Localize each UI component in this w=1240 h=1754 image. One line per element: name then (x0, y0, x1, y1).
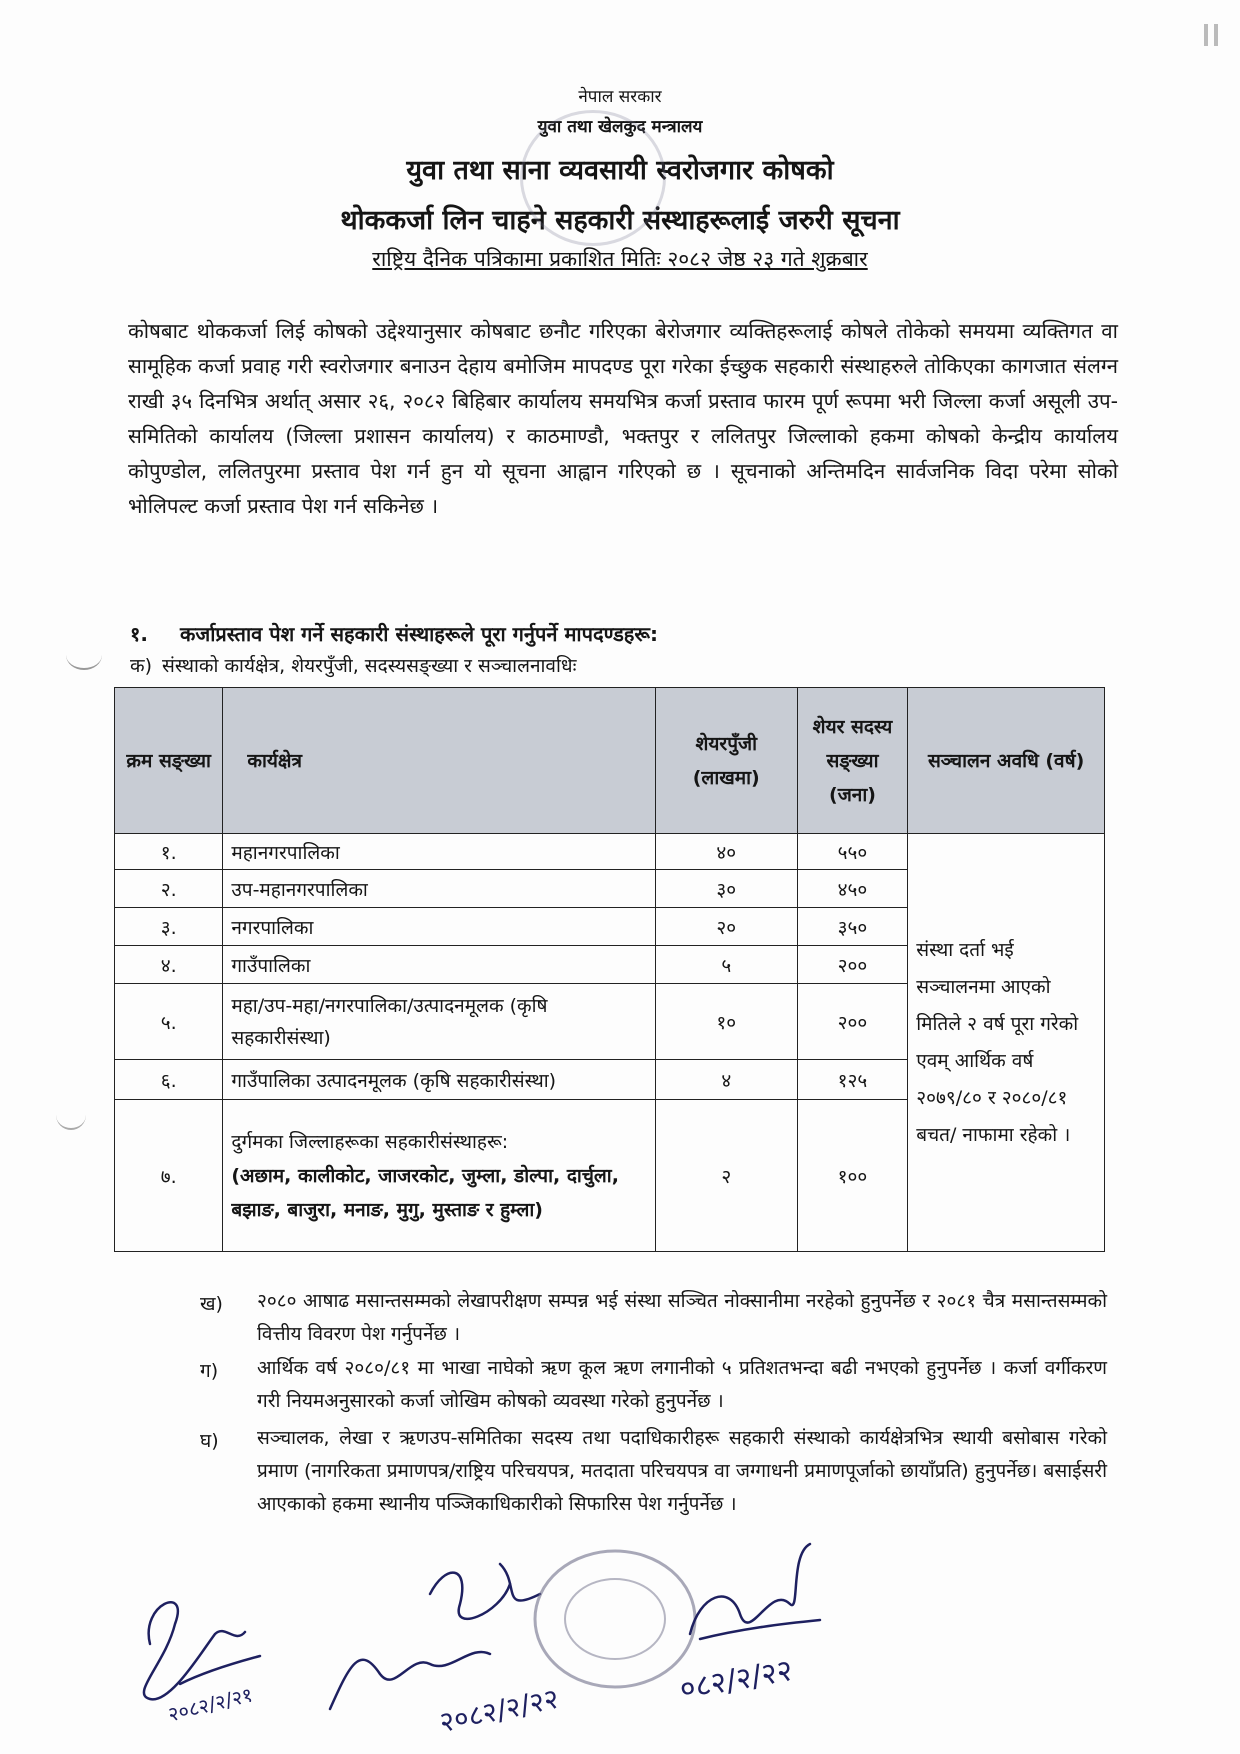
row-serial: १. (115, 834, 223, 870)
row-share-capital: १० (655, 984, 797, 1060)
section-title: कर्जाप्रस्ताव पेश गर्ने सहकारी संस्थाहरूले पूरा गर्नुपर्ने मापदण्डहरू: (180, 622, 658, 646)
row-serial: ७. (115, 1100, 223, 1252)
row-member-count: ३५० (797, 908, 907, 946)
notice-title-line1: युवा तथा साना व्यवसायी स्वरोजगार कोषको (406, 155, 834, 186)
row-member-count: १२५ (797, 1060, 907, 1100)
row-member-count: २०० (797, 984, 907, 1060)
header-share-capital: शेयरपुँजी (लाखमा) (655, 688, 797, 834)
row-work-area: गाउँपालिका (223, 946, 655, 984)
header-work-area: कार्यक्षेत्र (223, 688, 655, 834)
row-share-capital: २ (655, 1100, 797, 1252)
official-stamp (535, 1551, 695, 1687)
government-label: नेपाल सरकार (578, 87, 662, 107)
row-member-count: ५५० (797, 834, 907, 870)
row-share-capital: ३० (655, 870, 797, 908)
row-serial: ५. (115, 984, 223, 1060)
row-work-area: महा/उप-महा/नगरपालिका/उत्पादनमूलक (कृषि सहकारीसंस्था) (223, 984, 655, 1060)
signature-3-date: ०८२/२/२२ (677, 1652, 796, 1708)
hole-punch-mark (56, 1100, 86, 1130)
row-work-area: गाउँपालिका उत्पादनमूलक (कृषि सहकारीसंस्था) (223, 1060, 655, 1100)
intro-paragraph: कोषबाट थोककर्जा लिई कोषको उद्देश्यानुसार कोषबाट छनौट गरिएका बेरोजगार व्यक्तिहरूलाई कोषले तोकेको समयमा व्यक्तिगत वा सामूहिक कर्जा प्रवाह गरी स्वरोजगार बनाउन देहाय बमोजिम मापदण्ड पूरा गरेका ईच्छुक सहकारी संस्थाहरुले तोकिएका कागजात संलग्न राखी ३५ दिनभित्र अर्थात् असार २६, २०८२ बिहिबार कार्यालय समयभित्र कर्जा प्रस्ताव फारम पूर्ण रूपमा भरी जिल्ला कर्जा असूली उप-समितिको कार्यालय (जिल्ला प्रशासन कार्यालय) र काठमाण्डौ, भक्तपुर र ललितपुर जिल्लाको हकमा कोषको केन्द्रीय कार्यालय कोपुण्डोल, ललितपुरमा प्रस्ताव पेश गर्न हुन यो सूचना आह्वान गरिएको छ । सूचनाको अन्तिमदिन सार्वजनिक विदा परेमा सोको भोलिपल्ट कर्जा प्रस्ताव पेश गर्न सकिनेछ । (128, 319, 1118, 518)
signature-3 (690, 1544, 820, 1639)
row-member-count: १०० (797, 1100, 907, 1252)
clause-text-kha: २०८० आषाढ मसान्तसम्मको लेखापरीक्षण सम्पन्न भई संस्था सञ्चित नोक्सानीमा नरहेको हुनुपर्नेछ र २०८१ चैत्र मसान्तसम्मको वित्तीय विवरण पेश गर्नुपर्नेछ । (257, 1290, 1107, 1345)
section-number: १. (130, 622, 148, 646)
operation-period-cell: संस्था दर्ता भई सञ्चालनमा आएको मितिले २ वर्ष पूरा गरेको एवम् आर्थिक वर्ष २०७९/८० र २०८०/८१ बचत/ नाफामा रहेको । (908, 834, 1105, 1252)
clause-text-gha: सञ्चालक, लेखा र ऋणउप-समितिका सदस्य तथा पदाधिकारीहरू सहकारी संस्थाको कार्यक्षेत्रभित्र स्थायी बसोबास गरेको प्रमाण (नागरिकता प्रमाणपत्र/राष्ट्रिय परिचयपत्र, मतदाता परिचयपत्र वा जग्गाधनी प्रमाणपूर्जाको छायाँप्रति) हुनुपर्नेछ। बसाईसरी आएकाको हकमा स्थानीय पञ्जिकाधिकारीको सिफारिस पेश गर्नुपर्नेछ । (257, 1427, 1107, 1515)
row-share-capital: ४० (655, 834, 797, 870)
row-share-capital: २० (655, 908, 797, 946)
table-header-row (115, 688, 1105, 834)
signature-block (0, 1524, 1240, 1754)
remote-districts-list: (अछाम, कालीकोट, जाजरकोट, जुम्ला, डोल्पा, दार्चुला, बझाङ, बाजुरा, मनाङ, मुगु, मुस्ताङ र हुम्ला) (231, 1164, 619, 1221)
header-serial-number: क्रम सङ्ख्या (115, 688, 223, 834)
clause-label-ga: ग) (200, 1360, 219, 1382)
row-serial: ४. (115, 946, 223, 984)
remote-districts-label: दुर्गमका जिल्लाहरूका सहकारीसंस्थाहरू: (231, 1130, 509, 1153)
row-member-count: ४५० (797, 870, 907, 908)
row-work-area: महानगरपालिका (223, 834, 655, 870)
row-work-area: उप-महानगरपालिका (223, 870, 655, 908)
signature-2-date: २०८२/२/२२ (436, 1681, 562, 1740)
row-work-area (223, 1100, 655, 1252)
subsection-label: क) (130, 655, 153, 677)
clause-label-gha: घ) (200, 1430, 219, 1452)
row-share-capital: ५ (655, 946, 797, 984)
subsection-title: संस्थाको कार्यक्षेत्र, शेयरपुँजी, सदस्यसङ्ख्या र सञ्चालनावधिः (162, 655, 577, 677)
scan-edge-mark (1214, 24, 1218, 46)
section-heading (130, 620, 658, 647)
row-serial: ३. (115, 908, 223, 946)
published-date-line: राष्ट्रिय दैनिक पत्रिकामा प्रकाशित मितिः २०८२ जेष्ठ २३ गते शुक्रबार (372, 247, 868, 271)
row-share-capital: ४ (655, 1060, 797, 1100)
signature-1-date: २०८२/२/२१ (165, 1682, 256, 1727)
ministry-label: युवा तथा खेलकुद मन्त्रालय (537, 117, 703, 137)
subsection-heading (130, 652, 576, 678)
row-work-area: नगरपालिका (223, 908, 655, 946)
row-serial: २. (115, 870, 223, 908)
row-serial: ६. (115, 1060, 223, 1100)
criteria-table (114, 687, 1105, 1252)
clause-label-kha: ख) (200, 1293, 223, 1315)
notice-title-line2: थोककर्जा लिन चाहने सहकारी संस्थाहरूलाई जरुरी सूचना (340, 205, 900, 236)
signature-2 (330, 1564, 540, 1709)
scan-edge-mark (1204, 24, 1208, 46)
clause-text-ga: आर्थिक वर्ष २०८०/८१ मा भाखा नाघेको ऋण कूल ऋण लगानीको ५ प्रतिशतभन्दा बढी नभएको हुनुपर्नेछ । कर्जा वर्गीकरण गरी नियमअनुसारको कर्जा जोखिम कोषको व्यवस्था गरेको हुनुपर्नेछ । (257, 1357, 1107, 1412)
table-row (115, 834, 1105, 870)
header-operation-period: सञ्चालन अवधि (वर्ष) (908, 688, 1105, 834)
ministry-seal-watermark (520, 110, 666, 246)
row-member-count: २०० (797, 946, 907, 984)
header-member-count: शेयर सदस्य सङ्ख्या (जना) (797, 688, 907, 834)
hole-punch-mark (66, 640, 102, 670)
